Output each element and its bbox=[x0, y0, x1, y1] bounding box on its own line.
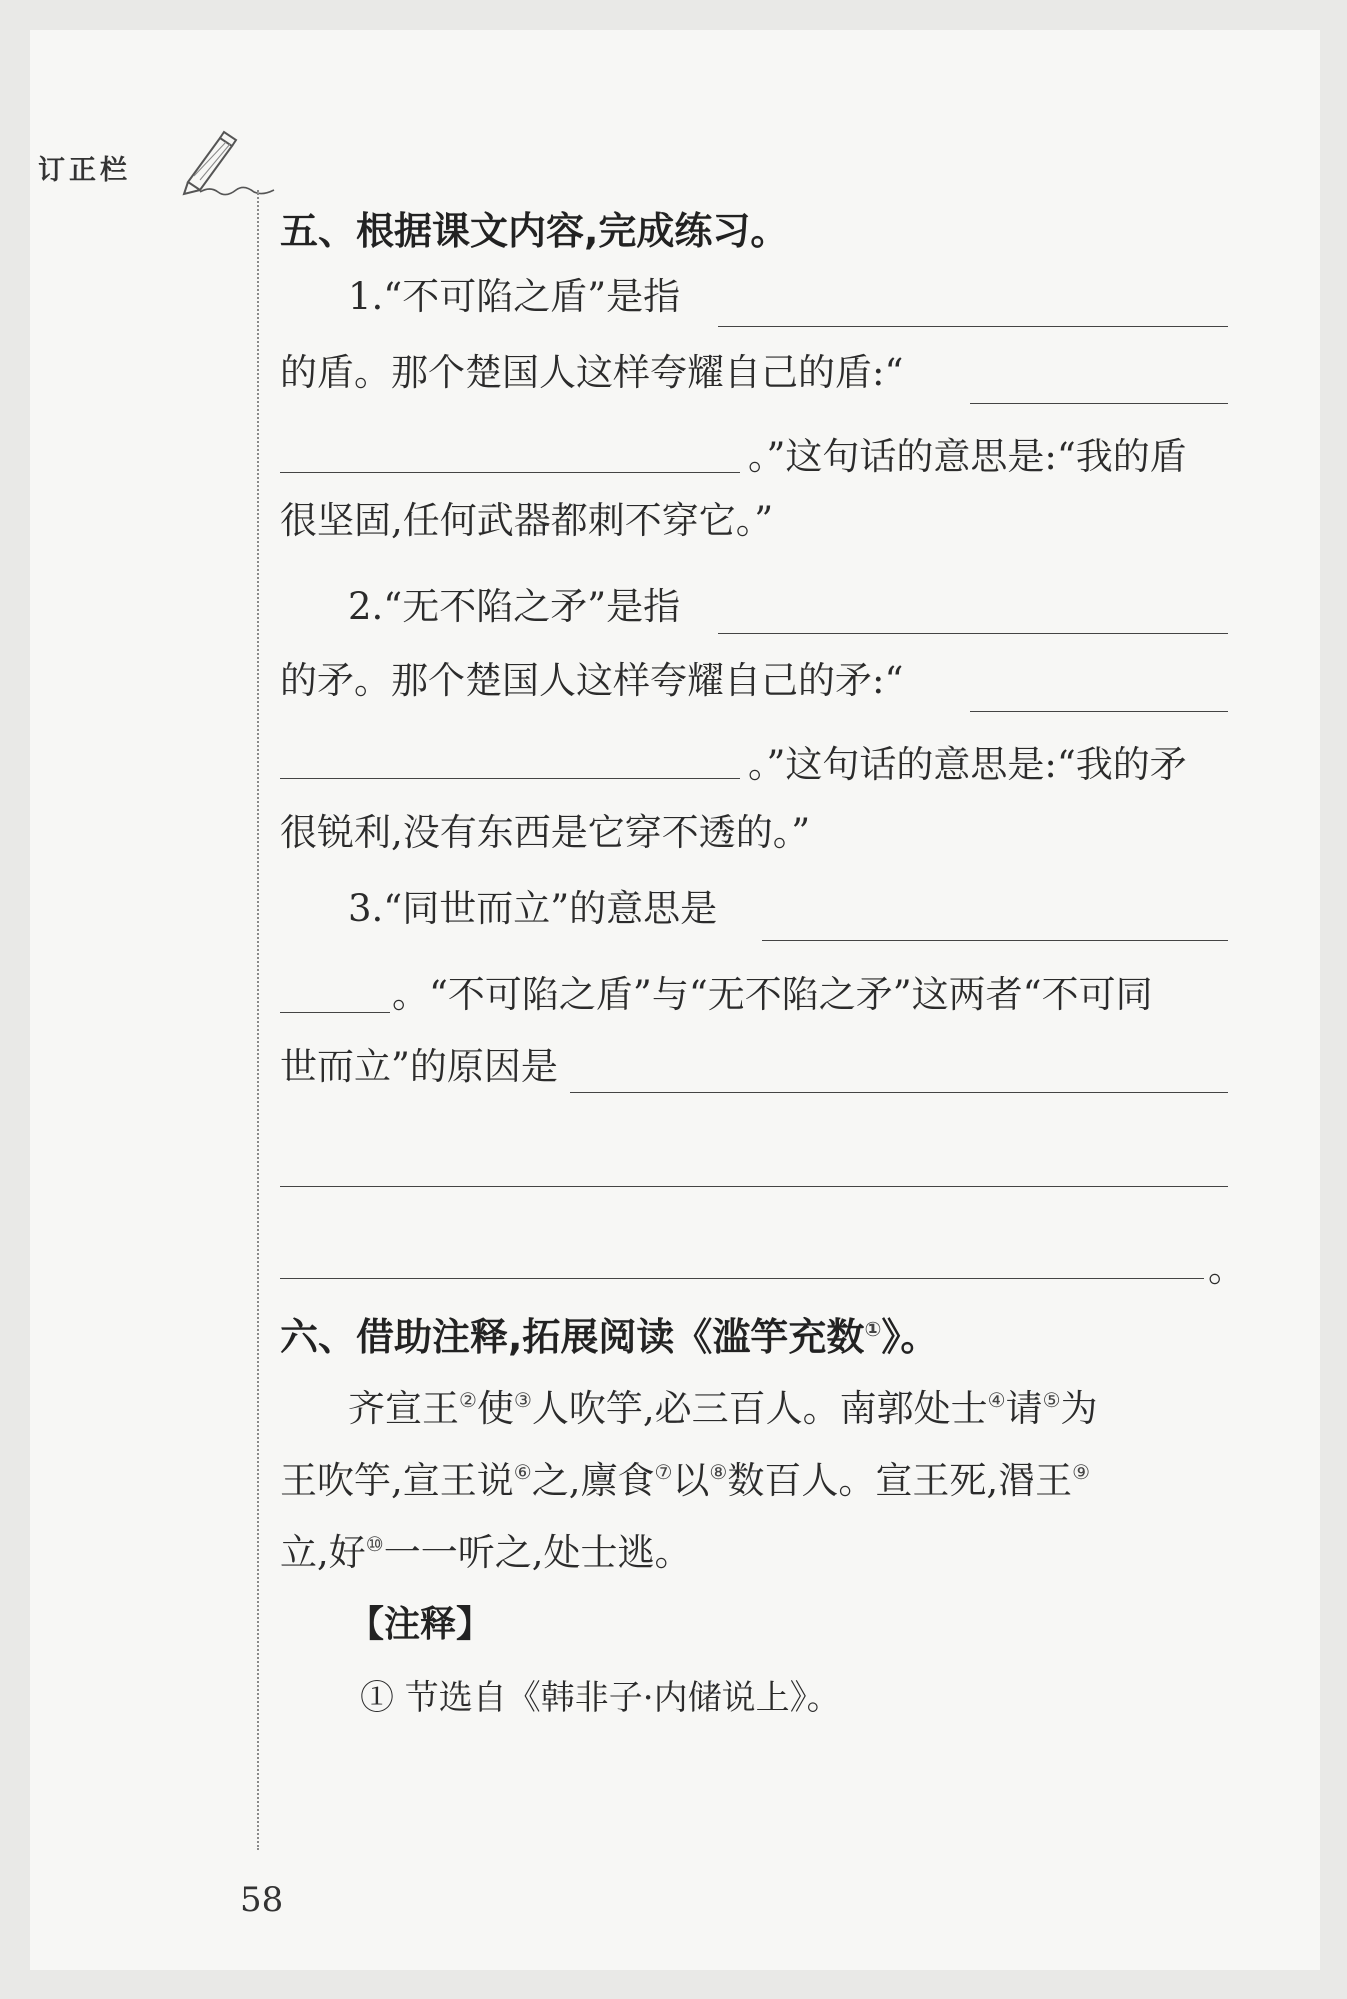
section-6-title: 六、借助注释,拓展阅读《滥竽充数①》。 bbox=[280, 1315, 939, 1359]
q3-answer-blank-3[interactable] bbox=[570, 1092, 1228, 1093]
q2-line3: 。”这句话的意思是:“我的矛 bbox=[748, 743, 1187, 786]
workbook-page bbox=[30, 30, 1320, 1970]
page-number: 58 bbox=[240, 1880, 284, 1920]
section-5-title: 五、根据课文内容,完成练习。 bbox=[280, 209, 789, 253]
q1-prompt: 1.“不可陷之盾”是指 bbox=[348, 275, 681, 318]
q3-line3: 世而立”的原因是 bbox=[280, 1045, 558, 1088]
pencil-icon bbox=[170, 124, 280, 198]
margin-divider bbox=[257, 190, 259, 1850]
q1-line2: 的盾。那个楚国人这样夸耀自己的盾:“ bbox=[280, 351, 904, 394]
q2-line4: 很锐利,没有东西是它穿不透的。” bbox=[280, 811, 811, 854]
q3-answer-blank-2[interactable] bbox=[280, 1012, 390, 1013]
q3-prompt: 3.“同世而立”的意思是 bbox=[348, 887, 718, 930]
passage-line-1: 齐宣王②使③人吹竽,必三百人。南郭处士④请⑤为 bbox=[348, 1387, 1098, 1430]
correction-column-label: 订正栏 bbox=[38, 155, 131, 186]
q1-line4: 很坚固,任何武器都刺不穿它。” bbox=[280, 499, 774, 542]
q2-answer-blank-2[interactable] bbox=[970, 711, 1228, 712]
q2-answer-blank-1[interactable] bbox=[718, 633, 1228, 634]
footnote-1: ① 节选自《韩非子·内储说上》。 bbox=[360, 1678, 841, 1718]
q3-answer-blank-4[interactable] bbox=[280, 1186, 1228, 1187]
q3-answer-blank-5[interactable] bbox=[280, 1278, 1204, 1279]
q2-line2: 的矛。那个楚国人这样夸耀自己的矛:“ bbox=[280, 659, 904, 702]
q3-end-period: 。 bbox=[1208, 1247, 1245, 1290]
q3-answer-blank-1[interactable] bbox=[762, 940, 1228, 941]
q2-answer-blank-3[interactable] bbox=[280, 778, 740, 779]
q2-prompt: 2.“无不陷之矛”是指 bbox=[348, 585, 681, 628]
q1-answer-blank-2[interactable] bbox=[970, 403, 1228, 404]
q1-answer-blank-3[interactable] bbox=[280, 472, 740, 473]
passage-line-2: 王吹竽,宣王说⑥之,廪食⑦以⑧数百人。宣王死,湣王⑨ bbox=[280, 1459, 1091, 1502]
q1-answer-blank-1[interactable] bbox=[718, 326, 1228, 327]
passage-line-3: 立,好⑩一一听之,处士逃。 bbox=[280, 1531, 692, 1574]
q1-line3: 。”这句话的意思是:“我的盾 bbox=[748, 435, 1187, 478]
q3-line2: 。“不可陷之盾”与“无不陷之矛”这两者“不可同 bbox=[392, 973, 1153, 1016]
notes-heading: 【注释】 bbox=[348, 1604, 493, 1645]
